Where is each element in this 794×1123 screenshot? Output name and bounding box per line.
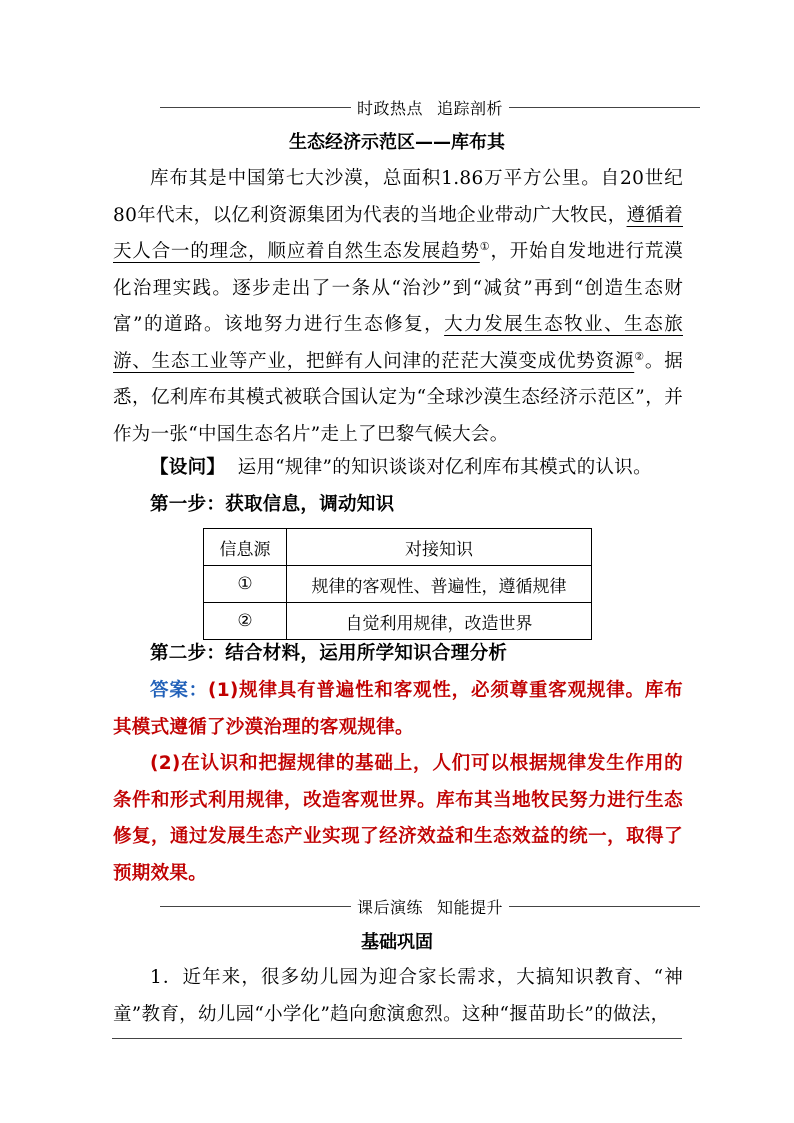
- material-text-1: 库布其是中国第七大沙漠，总面积1.86万平方公里。自20世纪80年代末，以亿利资源集团为代表的当地企业带动广大牧民，: [113, 168, 683, 226]
- marker-1: ①: [479, 239, 491, 253]
- answer-label: 答案：: [150, 680, 208, 701]
- info-table: [203, 528, 592, 640]
- table-header-row: [204, 529, 592, 566]
- material-underline-2: 大力发展生态牧业、生态旅游、生态工业等产业，把鲜有人问津的茫茫大漠变成优势资源: [113, 314, 683, 372]
- step-2: 第二步：结合材料，运用所学知识合理分析: [150, 643, 508, 664]
- material-text-3: 。据悉，亿利库布其模式被联合国认定为“全球沙漠生态经济示范区”，并作为一张“中国生态名片”走上了巴黎气候大会。: [113, 350, 683, 445]
- section-heading-part1: 课后演练: [356, 897, 423, 917]
- question-text: 运用“规律”的知识谈谈对亿利库布其模式的认识。: [237, 457, 652, 478]
- material-text-2: ，开始自发地进行荒漠化治理实践。逐步走出了一条从“治沙”到“减贫”再到“创造生态财富”的道路。该地努力进行生态修复，: [113, 241, 683, 335]
- marker-2: ②: [634, 349, 645, 363]
- table-cell: ①: [204, 566, 287, 603]
- section-heading-part2: 知能提升: [437, 897, 504, 917]
- table-cell: ②: [204, 603, 287, 640]
- section-heading-hot-topics: [160, 95, 700, 119]
- table-cell: 自觉利用规律，改造世界: [287, 603, 592, 640]
- table-row: [204, 566, 592, 603]
- table-row: [204, 603, 592, 640]
- material-underline-1: 遵循着天人合一的理念，顺应着自然生态发展趋势: [113, 204, 683, 262]
- divider-line-left: [160, 107, 351, 108]
- divider-line-left: [160, 906, 351, 907]
- divider-line-right: [509, 906, 700, 907]
- table-cell: 规律的客观性、普遍性，遵循规律: [287, 566, 592, 603]
- material-paragraph: [113, 161, 683, 453]
- answer-paragraph-2: (2)在认识和把握规律的基础上，人们可以根据规律发生作用的条件和形式利用规律，改造客观世界。库布其当地牧民努力进行生态修复，通过发展生态产业实现了经济效益和生态效益的统一，取得了预期效果。: [113, 753, 683, 884]
- question: [150, 450, 690, 487]
- table-header: 信息源: [204, 529, 287, 566]
- table-header: 对接知识: [287, 529, 592, 566]
- subtitle: 基础巩固: [361, 932, 433, 953]
- question-label: 【设问】: [150, 457, 226, 478]
- section-heading-part1: 时政热点: [356, 98, 423, 118]
- bottom-rule: [112, 1038, 682, 1039]
- answer-paragraph-1: [113, 673, 683, 746]
- page-title: 生态经济示范区——库布其: [289, 132, 505, 153]
- question-1-text: 1．近年来，很多幼儿园为迎合家长需求，大搞知识教育、“神童”教育，幼儿园“小学化”趋向愈演愈烈。这种“揠苗助长”的做法，: [113, 967, 683, 1025]
- divider-line-right: [509, 107, 700, 108]
- section-heading-part2: 追踪剖析: [437, 98, 504, 118]
- section-heading-practice: [160, 894, 700, 918]
- step-1: 第一步：获取信息，调动知识: [150, 494, 395, 515]
- answer-text-1: (1)规律具有普遍性和客观性，必须尊重客观规律。库布其模式遵循了沙漠治理的客观规律。: [113, 680, 683, 738]
